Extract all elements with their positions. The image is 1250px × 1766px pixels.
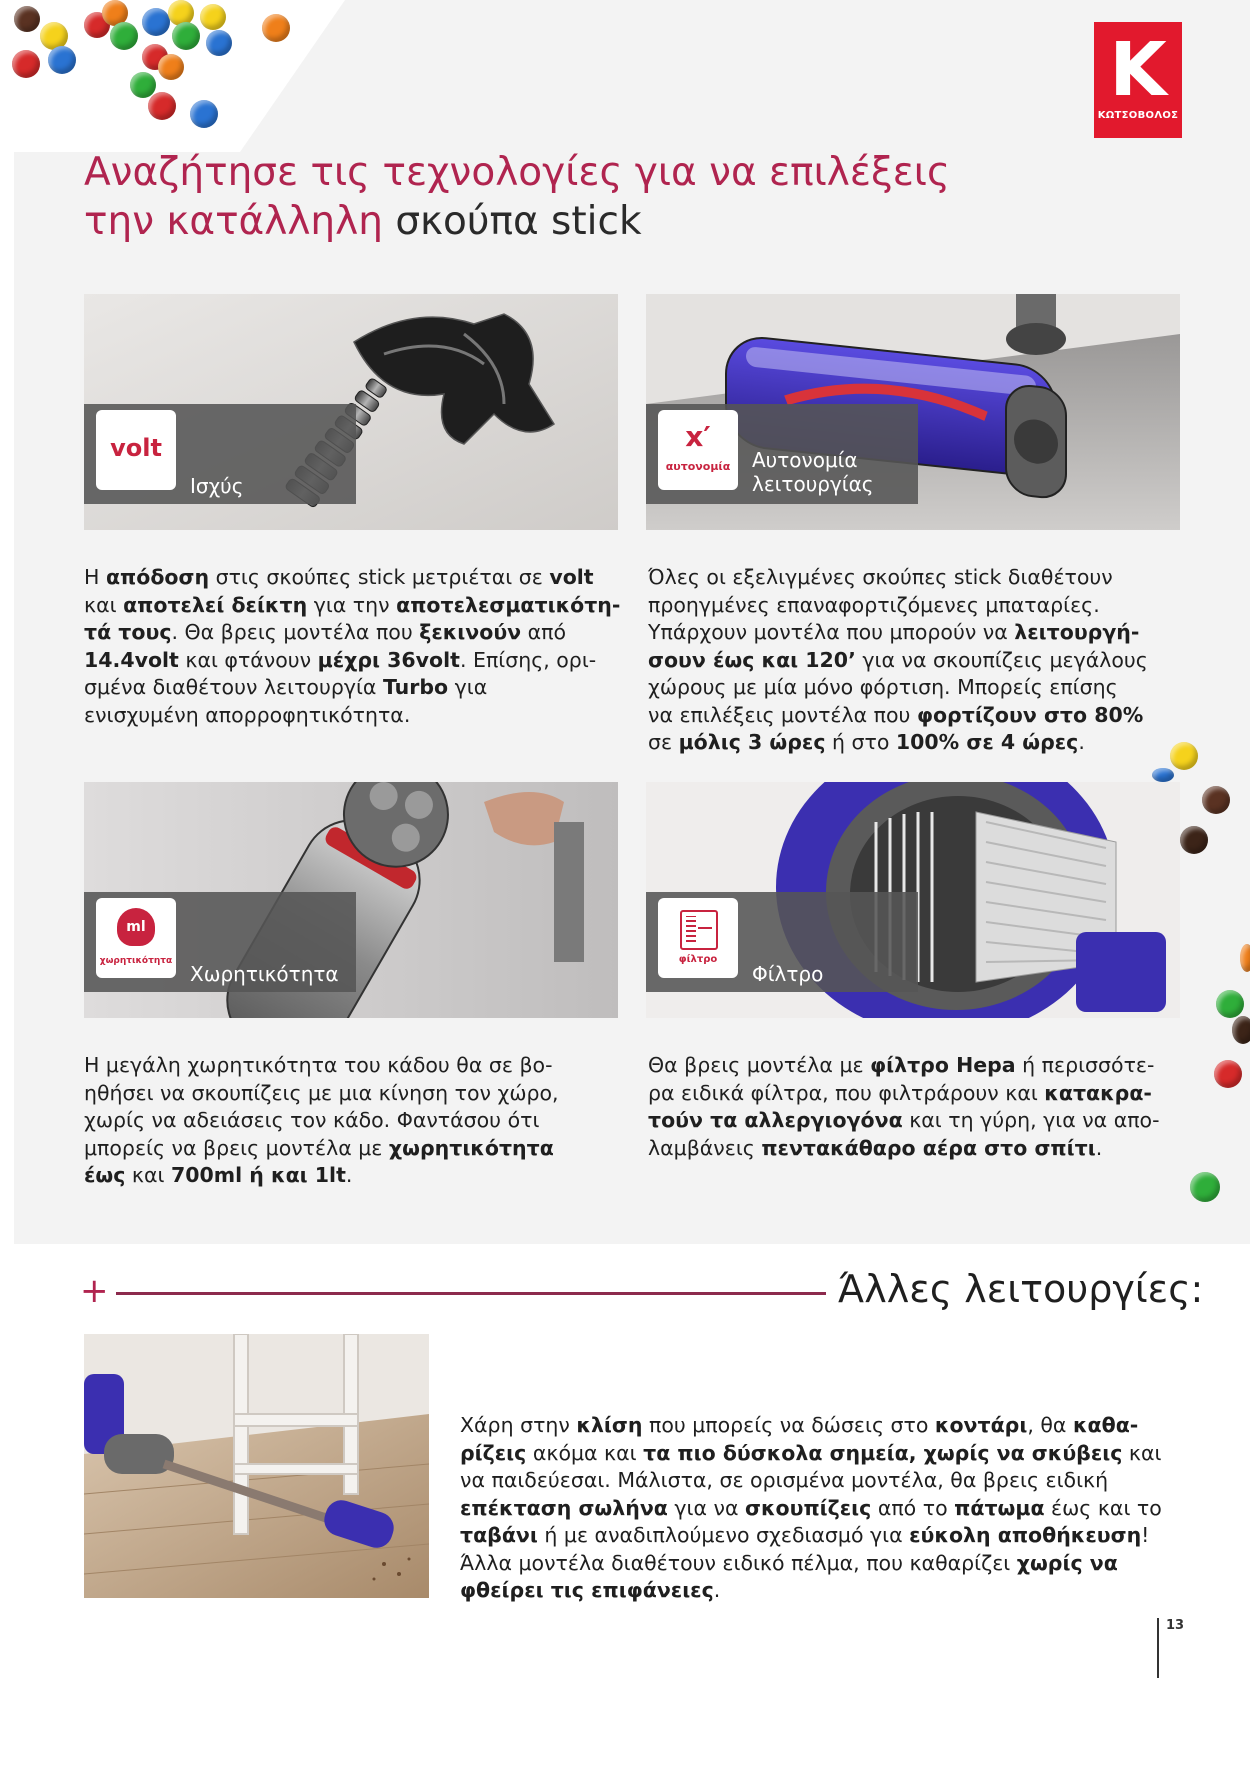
paragraph-text-run: ! [1141, 1523, 1150, 1547]
paragraph-text-run: και [1122, 1440, 1162, 1465]
paragraph-text-run: κοντάρι [934, 1413, 1028, 1437]
paragraph-text-run: σμένα διαθέτουν λειτουργία [84, 675, 383, 699]
paragraph-text-run: Θα βρεις μοντέλα με [648, 1053, 871, 1077]
paragraph-text-run: 100% σε 4 ώρες [895, 730, 1079, 754]
paragraph-text-run: . Θα βρεις μοντέλα που [171, 620, 420, 644]
paragraph-text-run: σκουπίζεις [744, 1495, 872, 1520]
paragraph-text-run: ακόμα και [526, 1440, 644, 1465]
capacity-label: Χωρητικότητα [190, 962, 339, 986]
paragraph-text-run: ή στο [825, 730, 896, 754]
paragraph-text-run: αποτελεσματικότη- [396, 592, 621, 617]
paragraph-text-run: να παιδεύεσαι. Μάλιστα, σε ορισμένα μοντέλα, θα βρεις ειδική [460, 1468, 1109, 1492]
paragraph-text-run: τούν τα αλλεργιογόνα [648, 1108, 903, 1132]
paragraph-text-run: ηθήσει να σκουπίζεις με μια κίνηση τον χώρο, [84, 1080, 559, 1105]
paragraph-text-run: τά τους [84, 620, 172, 644]
paragraph-text-run: καθα- [1072, 1413, 1139, 1437]
paragraph-text-run: Όλες οι εξελιγμένες σκούπες stick διαθέτουν [648, 565, 1113, 589]
paragraph-text-run: να επιλέξεις μοντέλα που [648, 702, 917, 727]
logo-name: ΚΩΤΣΟΒΟΛΟΣ [1097, 110, 1179, 121]
paragraph-text-run: για [448, 675, 488, 699]
paragraph-text-run: ενισχυμένη απορροφητικότητα. [84, 702, 411, 727]
page-number: 13 [1166, 1618, 1185, 1633]
autonomy-icon [658, 410, 738, 490]
paragraph-text-run: Άλλα μοντέλα διαθέτουν ειδικό πέλμα, που καθαρίζει [460, 1550, 1017, 1575]
capacity-icon [96, 898, 176, 978]
capacity-icon-main [96, 908, 176, 946]
paragraph-text-run: μπορείς να βρεις μοντέλα με [84, 1135, 389, 1160]
power-label-band [84, 404, 356, 504]
paragraph-text-run: , θα [1027, 1413, 1073, 1437]
filter-paragraph [648, 1052, 1188, 1162]
paragraph-text-run: έως και το [1044, 1495, 1162, 1520]
paragraph-text-run: χωρητικότητα [388, 1135, 554, 1160]
autonomy-label-line1: Αυτονομία [752, 448, 858, 472]
power-feature-image [84, 294, 618, 530]
paragraph-text-run: κλίση [576, 1413, 643, 1437]
paragraph-text-run: ρα ειδικά φίλτρα, που φιλτράρουν και [648, 1080, 1045, 1105]
capacity-icon-sub: χωρητικότητα [99, 956, 173, 966]
filter-label-band [646, 892, 918, 992]
paragraph-text-run: . [713, 1578, 721, 1602]
paragraph-text-run: 14.4volt [84, 647, 179, 672]
paragraph-text-run: φθείρει τις επιφάνειες [460, 1578, 714, 1602]
paragraph-text-run: και τη γύρη, για να απο- [902, 1108, 1160, 1132]
other-functions-title: Άλλες λειτουργίες: [838, 1267, 1204, 1311]
paragraph-text-run: φορτίζουν στο 80% [916, 702, 1144, 727]
paragraph-text-run: κατακρα- [1044, 1080, 1152, 1105]
paragraph-text-run: από το [871, 1495, 955, 1520]
paragraph-text-run: χωρίς να [1016, 1550, 1118, 1575]
paragraph-text-run: αποτελεί δείκτη [123, 592, 308, 617]
capacity-feature-image [84, 782, 618, 1018]
bin-icon: ml [117, 908, 155, 946]
vacuum-floor-illustration [84, 1334, 429, 1598]
paragraph-text-run: σε [648, 730, 679, 754]
paragraph-text-run: εύκολη αποθήκευση [909, 1523, 1142, 1547]
paragraph-text-run: . [345, 1163, 353, 1187]
paragraph-text-run: για να σκουπίζεις μεγάλους [855, 647, 1148, 672]
plus-icon: + [80, 1271, 109, 1311]
volt-icon-text: volt [110, 434, 162, 462]
paragraph-text-run: Η [84, 565, 106, 589]
paragraph-text-run: . [1078, 730, 1085, 754]
paragraph-text-run: από [521, 620, 567, 644]
paragraph-text-run: μόλις 3 ώρες [678, 730, 826, 754]
paragraph-text-run: επέκταση σωλήνα [460, 1495, 668, 1520]
paragraph-text-run: ρίζεις [460, 1440, 527, 1465]
paragraph-text-run: στις σκούπες stick μετριέται σε [209, 565, 550, 589]
paragraph-text-run: Turbo [382, 675, 449, 699]
title-line1: Αναζήτησε τις τεχνολογίες για να επιλέξεις [84, 150, 950, 195]
paragraph-text-run: και [125, 1163, 171, 1187]
autonomy-label-band [646, 404, 918, 504]
power-label: Ισχύς [190, 474, 244, 498]
autonomy-feature-image [646, 294, 1180, 530]
paragraph-text-run: ταβάνι [460, 1523, 538, 1547]
paragraph-text-run: που μπορείς να δώσεις στο [642, 1413, 935, 1437]
paragraph-text-run: σουν έως και 120’ [648, 647, 856, 672]
paragraph-text-run: ξεκινούν [419, 620, 522, 644]
paragraph-text-run: λαμβάνεις [648, 1135, 762, 1160]
stick-vacuum-floor-image [84, 1334, 429, 1598]
autonomy-paragraph [648, 564, 1188, 757]
paragraph-text-run: λειτουργή- [1014, 620, 1140, 644]
capacity-label-band [84, 892, 356, 992]
section-divider [116, 1292, 826, 1295]
filter-glyph-icon [680, 910, 718, 950]
paragraph-text-run: . [1095, 1135, 1103, 1160]
page-number-divider [1157, 1618, 1159, 1678]
autonomy-label-line2: λειτουργίας [752, 472, 874, 496]
autonomy-icon-sub: αυτονομία [665, 460, 731, 473]
paragraph-text-run: φίλτρο Hepa [870, 1053, 1016, 1077]
page-title [84, 148, 950, 246]
paragraph-text-run: χώρους με μία μόνο φόρτιση. Μπορείς επίσης [648, 675, 1118, 699]
paragraph-text-run: μέχρι 36volt [317, 647, 460, 672]
title-line2-dark: σκούπα stick [395, 199, 642, 244]
paragraph-text-run: Υπάρχουν μοντέλα που μπορούν να [648, 620, 1015, 644]
paragraph-text-run: ή με αναδιπλούμενο σχεδιασμό για [537, 1523, 910, 1547]
autonomy-icon-main: x′ [685, 420, 711, 453]
paragraph-text-run: έως [84, 1163, 126, 1187]
filter-icon [658, 898, 738, 978]
title-line2-accent: την κατάλληλη [84, 199, 383, 244]
paragraph-text-run: απόδοση [105, 565, 210, 589]
paragraph-text-run: για την [307, 592, 397, 617]
paragraph-text-run: . Επίσης, ορι- [459, 647, 597, 672]
other-functions-paragraph [460, 1412, 1180, 1605]
paragraph-text-run: Η μεγάλη χωρητικότητα του κάδου θα σε βο- [84, 1053, 553, 1077]
paragraph-text-run: προηγμένες επαναφορτιζόμενες μπαταρίες. [648, 592, 1100, 617]
paragraph-text-run: ή περισσότε- [1015, 1053, 1155, 1077]
capacity-paragraph [84, 1052, 624, 1190]
filter-feature-image [646, 782, 1180, 1018]
brand-logo[interactable] [1094, 22, 1182, 138]
paragraph-text-run: Χάρη στην [460, 1413, 577, 1437]
volt-icon [96, 410, 176, 490]
paragraph-text-run: τα πιο δύσκολα σημεία, χωρίς να σκύβεις [643, 1440, 1123, 1465]
filter-icon-sub: φίλτρο [678, 954, 718, 965]
paragraph-text-run: πάτωμα [954, 1495, 1045, 1520]
paragraph-text-run: volt [549, 565, 594, 589]
paragraph-text-run: πεντακάθαρο αέρα στο σπίτι [761, 1135, 1096, 1160]
paragraph-text-run: για να [667, 1495, 745, 1520]
paragraph-text-run: 700ml ή και 1lt [170, 1163, 346, 1187]
paragraph-text-run: και φτάνουν [178, 647, 318, 672]
paragraph-text-run: χωρίς να αδειάσεις τον κάδο. Φαντάσου ότι [84, 1108, 540, 1132]
autonomy-label [752, 448, 873, 496]
power-paragraph [84, 564, 624, 729]
logo-letter: K [1109, 27, 1167, 113]
filter-label: Φίλτρο [752, 962, 824, 986]
paragraph-text-run: και [84, 592, 124, 617]
